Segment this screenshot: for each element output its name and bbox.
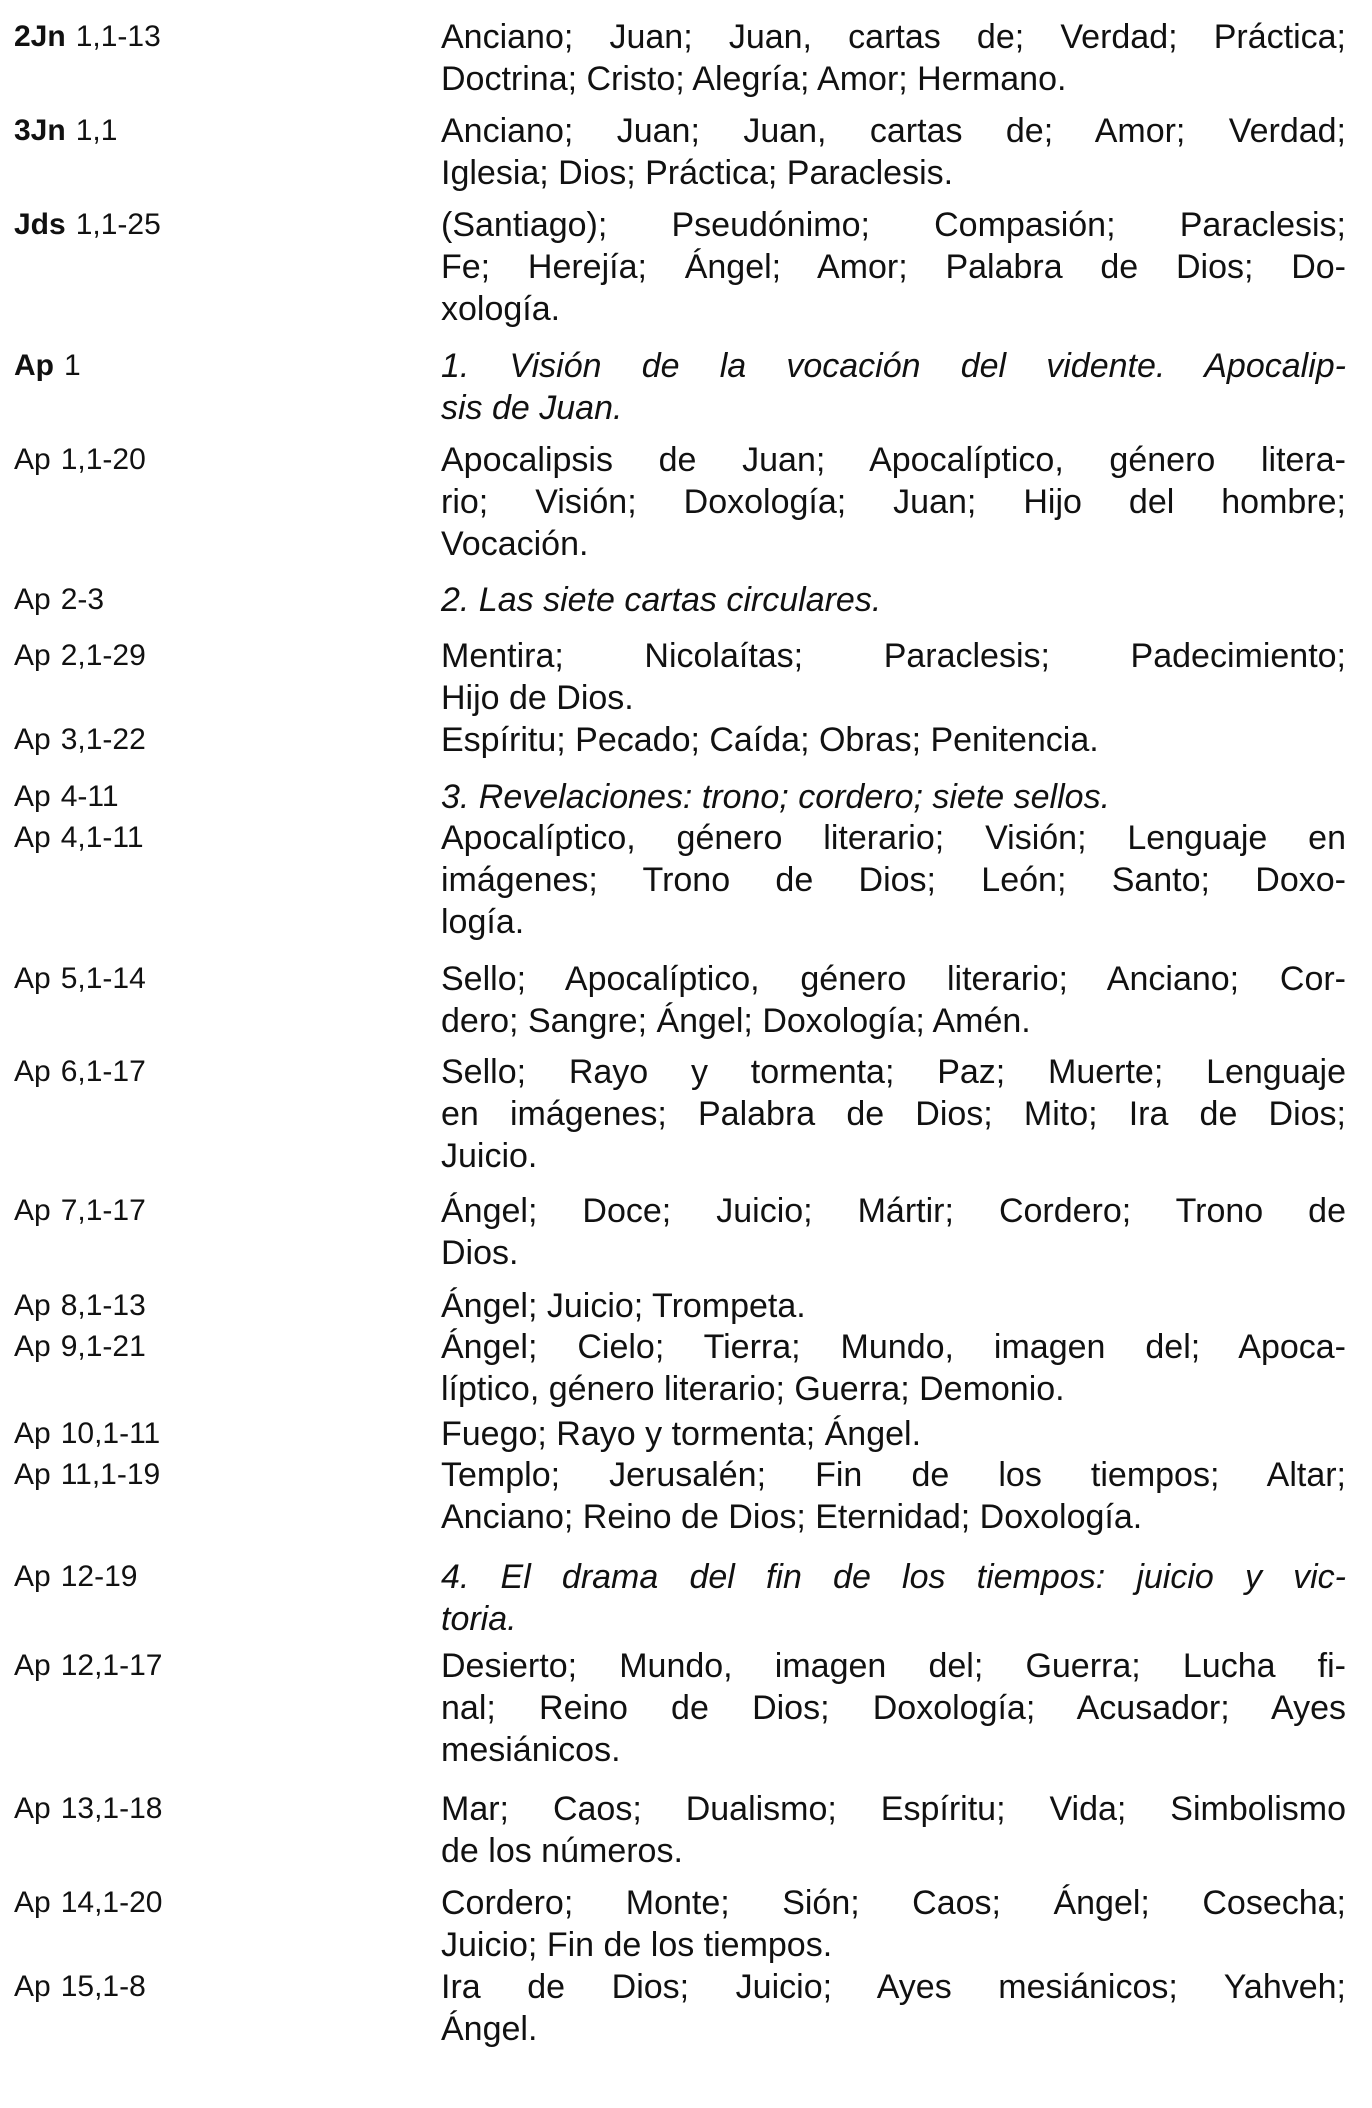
- keyword-list: [441, 958, 1346, 1042]
- entry-reference: [14, 1556, 137, 1598]
- text-line: 1. Visión de la vocación del vidente. Apocalip-: [441, 347, 1346, 385]
- keyword-list: [441, 1190, 1346, 1274]
- chapter-verse: 5,1-14: [60, 962, 146, 995]
- keyword-list: [441, 817, 1346, 943]
- text-line: Doctrina; Cristo; Alegría; Amor; Hermano.: [441, 60, 1067, 98]
- text-line: Hijo de Dios.: [441, 679, 634, 717]
- text-line: Desierto; Mundo, imagen del; Guerra; Lucha fi-: [441, 1647, 1346, 1685]
- keyword-list: [441, 1788, 1346, 1872]
- entry-reference: [14, 1190, 146, 1232]
- entry-reference: [14, 1326, 146, 1368]
- text-line: Apocalíptico, género literario; Visión; Lenguaje en: [441, 819, 1346, 857]
- book-abbreviation: Ap: [14, 349, 54, 382]
- entry-reference: [14, 958, 146, 1000]
- chapter-verse: 12,1-17: [60, 1649, 163, 1682]
- text-line: Espíritu; Pecado; Caída; Obras; Penitencia.: [441, 721, 1099, 759]
- text-line: Juicio.: [441, 1137, 538, 1175]
- text-line: Mentira; Nicolaítas; Paraclesis; Padecimiento;: [441, 637, 1346, 675]
- text-line: 4. El drama del fin de los tiempos: juicio y vic-: [441, 1558, 1346, 1596]
- book-abbreviation: 2Jn: [14, 20, 66, 53]
- text-line: Ángel; Cielo; Tierra; Mundo, imagen del; Apoca-: [441, 1328, 1346, 1366]
- text-line: logía.: [441, 903, 525, 941]
- book-abbreviation: Ap: [14, 443, 51, 476]
- chapter-verse: 11,1-19: [60, 1458, 161, 1491]
- entry-reference: [14, 719, 146, 761]
- book-abbreviation: 3Jn: [14, 114, 66, 147]
- text-line: dero; Sangre; Ángel; Doxología; Amén.: [441, 1002, 1031, 1040]
- book-abbreviation: Ap: [14, 1194, 51, 1227]
- book-abbreviation: Ap: [14, 780, 51, 813]
- chapter-verse: 1,1: [75, 114, 118, 147]
- text-line: Templo; Jerusalén; Fin de los tiempos; Altar;: [441, 1456, 1346, 1494]
- entry-reference: [14, 439, 146, 481]
- chapter-verse: 6,1-17: [60, 1055, 146, 1088]
- chapter-verse: 1: [64, 349, 81, 382]
- entry-reference: [14, 817, 144, 859]
- text-line: nal; Reino de Dios; Doxología; Acusador; Ayes: [441, 1689, 1346, 1727]
- chapter-verse: 1,1-25: [75, 208, 161, 241]
- chapter-verse: 13,1-18: [60, 1792, 163, 1825]
- chapter-verse: 8,1-13: [60, 1289, 146, 1322]
- text-line: Sello; Rayo y tormenta; Paz; Muerte; Lenguaje: [441, 1053, 1346, 1091]
- book-abbreviation: Ap: [14, 1458, 51, 1491]
- keyword-list: [441, 719, 1346, 761]
- text-line: Ángel.: [441, 2010, 538, 2048]
- section-heading: [441, 776, 1346, 818]
- text-line: xología.: [441, 290, 561, 328]
- chapter-verse: 7,1-17: [60, 1194, 146, 1227]
- text-line: imágenes; Trono de Dios; León; Santo; Doxo-: [441, 861, 1346, 899]
- text-line: Mar; Caos; Dualismo; Espíritu; Vida; Simbolismo: [441, 1790, 1346, 1828]
- entry-reference: [14, 776, 119, 818]
- keyword-list: [441, 1454, 1346, 1538]
- entry-reference: [14, 1966, 146, 2008]
- entry-reference: [14, 345, 81, 387]
- entry-reference: [14, 1882, 162, 1924]
- section-heading: [441, 345, 1346, 429]
- text-line: líptico, género literario; Guerra; Demonio.: [441, 1370, 1065, 1408]
- chapter-verse: 2,1-29: [60, 639, 146, 672]
- text-line: Anciano; Juan; Juan, cartas de; Verdad; Práctica;: [441, 18, 1346, 56]
- text-line: Anciano; Juan; Juan, cartas de; Amor; Verdad;: [441, 112, 1346, 150]
- entry-reference: [14, 204, 161, 246]
- text-line: Iglesia; Dios; Práctica; Paraclesis.: [441, 154, 954, 192]
- entry-reference: [14, 1645, 162, 1687]
- entry-reference: [14, 579, 104, 621]
- book-abbreviation: Ap: [14, 723, 51, 756]
- text-line: Cordero; Monte; Sión; Caos; Ángel; Cosecha;: [441, 1884, 1346, 1922]
- book-abbreviation: Ap: [14, 1560, 51, 1593]
- chapter-verse: 9,1-21: [60, 1330, 146, 1363]
- book-abbreviation: Ap: [14, 1886, 51, 1919]
- section-heading: [441, 579, 1346, 621]
- entry-reference: [14, 1413, 160, 1455]
- text-line: Juicio; Fin de los tiempos.: [441, 1926, 833, 1964]
- text-line: mesiánicos.: [441, 1731, 621, 1769]
- keyword-list: [441, 635, 1346, 719]
- book-abbreviation: Ap: [14, 1970, 51, 2003]
- keyword-list: [441, 439, 1346, 565]
- chapter-verse: 2-3: [60, 583, 105, 616]
- text-line: Anciano; Reino de Dios; Eternidad; Doxología.: [441, 1498, 1143, 1536]
- chapter-verse: 1,1-20: [60, 443, 146, 476]
- text-line: Fuego; Rayo y tormenta; Ángel.: [441, 1415, 922, 1453]
- keyword-list: [441, 1966, 1346, 2050]
- keyword-list: [441, 16, 1346, 100]
- text-line: Apocalipsis de Juan; Apocalíptico, género litera-: [441, 441, 1346, 479]
- chapter-verse: 10,1-11: [60, 1417, 161, 1450]
- chapter-verse: 14,1-20: [60, 1886, 163, 1919]
- keyword-list: [441, 204, 1346, 330]
- keyword-list: [441, 1413, 1346, 1455]
- text-line: rio; Visión; Doxología; Juan; Hijo del hombre;: [441, 483, 1346, 521]
- keyword-list: [441, 1051, 1346, 1177]
- text-line: Ángel; Juicio; Trompeta.: [441, 1287, 806, 1325]
- keyword-list: [441, 110, 1346, 194]
- keyword-list: [441, 1645, 1346, 1771]
- book-abbreviation: Ap: [14, 1417, 51, 1450]
- section-heading: [441, 1556, 1346, 1640]
- text-line: toria.: [441, 1600, 517, 1638]
- entry-reference: [14, 1454, 160, 1496]
- text-line: Sello; Apocalíptico, género literario; Anciano; Cor-: [441, 960, 1346, 998]
- entry-reference: [14, 110, 117, 152]
- text-line: 2. Las siete cartas circulares.: [441, 581, 882, 619]
- text-line: Fe; Herejía; Ángel; Amor; Palabra de Dios; Do-: [441, 248, 1346, 286]
- text-line: en imágenes; Palabra de Dios; Mito; Ira de Dios;: [441, 1095, 1346, 1133]
- book-abbreviation: Ap: [14, 1792, 51, 1825]
- chapter-verse: 1,1-13: [75, 20, 161, 53]
- text-line: Dios.: [441, 1234, 519, 1272]
- entry-reference: [14, 16, 161, 58]
- book-abbreviation: Ap: [14, 1649, 51, 1682]
- text-line: Ira de Dios; Juicio; Ayes mesiánicos; Yahveh;: [441, 1968, 1346, 2006]
- text-line: (Santiago); Pseudónimo; Compasión; Paraclesis;: [441, 206, 1346, 244]
- chapter-verse: 4-11: [60, 780, 119, 813]
- book-abbreviation: Ap: [14, 962, 51, 995]
- book-abbreviation: Ap: [14, 639, 51, 672]
- text-line: de los números.: [441, 1832, 683, 1870]
- keyword-list: [441, 1882, 1346, 1966]
- book-abbreviation: Jds: [14, 208, 66, 241]
- book-abbreviation: Ap: [14, 821, 51, 854]
- entry-reference: [14, 635, 146, 677]
- entry-reference: [14, 1051, 146, 1093]
- entry-reference: [14, 1285, 146, 1327]
- keyword-list: [441, 1285, 1346, 1327]
- chapter-verse: 15,1-8: [60, 1970, 146, 2003]
- chapter-verse: 4,1-11: [60, 821, 144, 854]
- text-line: sis de Juan.: [441, 389, 623, 427]
- book-abbreviation: Ap: [14, 1055, 51, 1088]
- text-line: Vocación.: [441, 525, 589, 563]
- book-abbreviation: Ap: [14, 1330, 51, 1363]
- text-line: 3. Revelaciones: trono; cordero; siete sellos.: [441, 778, 1111, 816]
- book-abbreviation: Ap: [14, 1289, 51, 1322]
- chapter-verse: 12-19: [60, 1560, 138, 1593]
- keyword-list: [441, 1326, 1346, 1410]
- book-abbreviation: Ap: [14, 583, 51, 616]
- text-line: Ángel; Doce; Juicio; Mártir; Cordero; Trono de: [441, 1192, 1346, 1230]
- entry-reference: [14, 1788, 162, 1830]
- chapter-verse: 3,1-22: [60, 723, 146, 756]
